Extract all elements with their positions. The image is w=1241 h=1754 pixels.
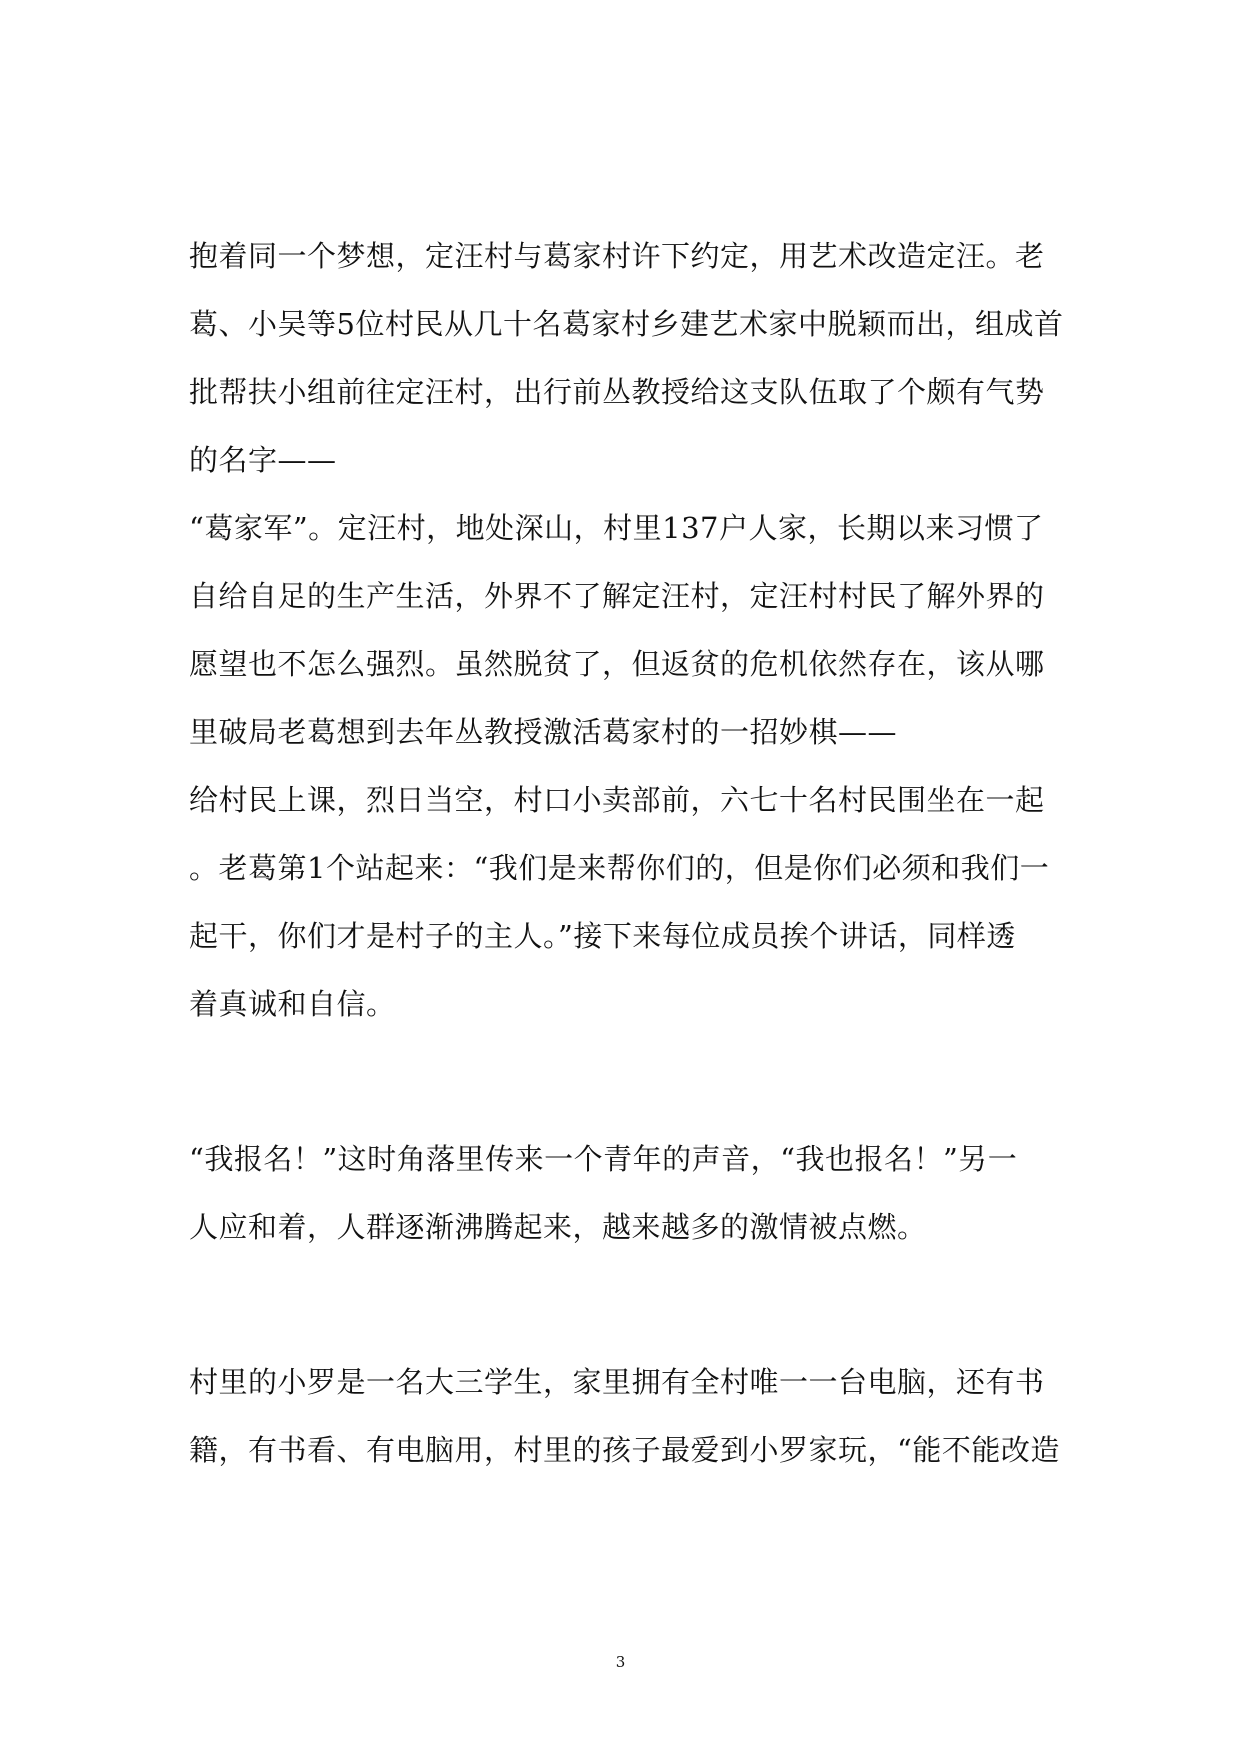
- text-line: “我报名！”这时角落里传来一个青年的声音，“我也报名！”另一: [189, 1142, 1018, 1176]
- text-line: 的名字——: [189, 443, 337, 477]
- text-line: 批帮扶小组前往定汪村，出行前丛教授给这支队伍取了个颇有气势: [189, 375, 1045, 409]
- paragraph-gap: [189, 1038, 1069, 1125]
- paragraph-2: [189, 1125, 1069, 1261]
- body-text: [189, 222, 1069, 1484]
- paragraph-gap: [189, 1261, 1069, 1348]
- paragraph-3: [189, 1348, 1069, 1484]
- text-line: 给村民上课，烈日当空，村口小卖部前，六七十名村民围坐在一起: [189, 783, 1045, 817]
- text-line: 葛、小吴等5位村民从几十名葛家村乡建艺术家中脱颖而出，组成首: [189, 307, 1064, 341]
- text-line: 自给自足的生产生活，外界不了解定汪村，定汪村村民了解外界的: [189, 579, 1045, 613]
- text-line: 愿望也不怎么强烈。虽然脱贫了，但返贫的危机依然存在，该从哪: [189, 647, 1045, 681]
- text-line: 起干，你们才是村子的主人。”接下来每位成员挨个讲话，同样透: [189, 919, 1016, 953]
- text-line: 着真诚和自信。: [189, 987, 396, 1021]
- text-line: 人应和着，人群逐渐沸腾起来，越来越多的激情被点燃。: [189, 1210, 927, 1244]
- text-line: 抱着同一个梦想，定汪村与葛家村许下约定，用艺术改造定汪。老: [189, 239, 1045, 273]
- text-line: 籍，有书看、有电脑用，村里的孩子最爱到小罗家玩，“能不能改造: [189, 1433, 1060, 1467]
- page-number: 3: [615, 1653, 626, 1671]
- text-line: 里破局老葛想到去年丛教授激活葛家村的一招妙棋——: [189, 715, 898, 749]
- text-line: 村里的小罗是一名大三学生，家里拥有全村唯一一台电脑，还有书: [189, 1365, 1045, 1399]
- paragraph-1: [189, 222, 1069, 1038]
- text-line: 。老葛第1个站起来：“我们是来帮你们的，但是你们必须和我们一: [189, 851, 1050, 885]
- text-line: “葛家军”。定汪村，地处深山，村里137户人家，长期以来习惯了: [189, 511, 1044, 545]
